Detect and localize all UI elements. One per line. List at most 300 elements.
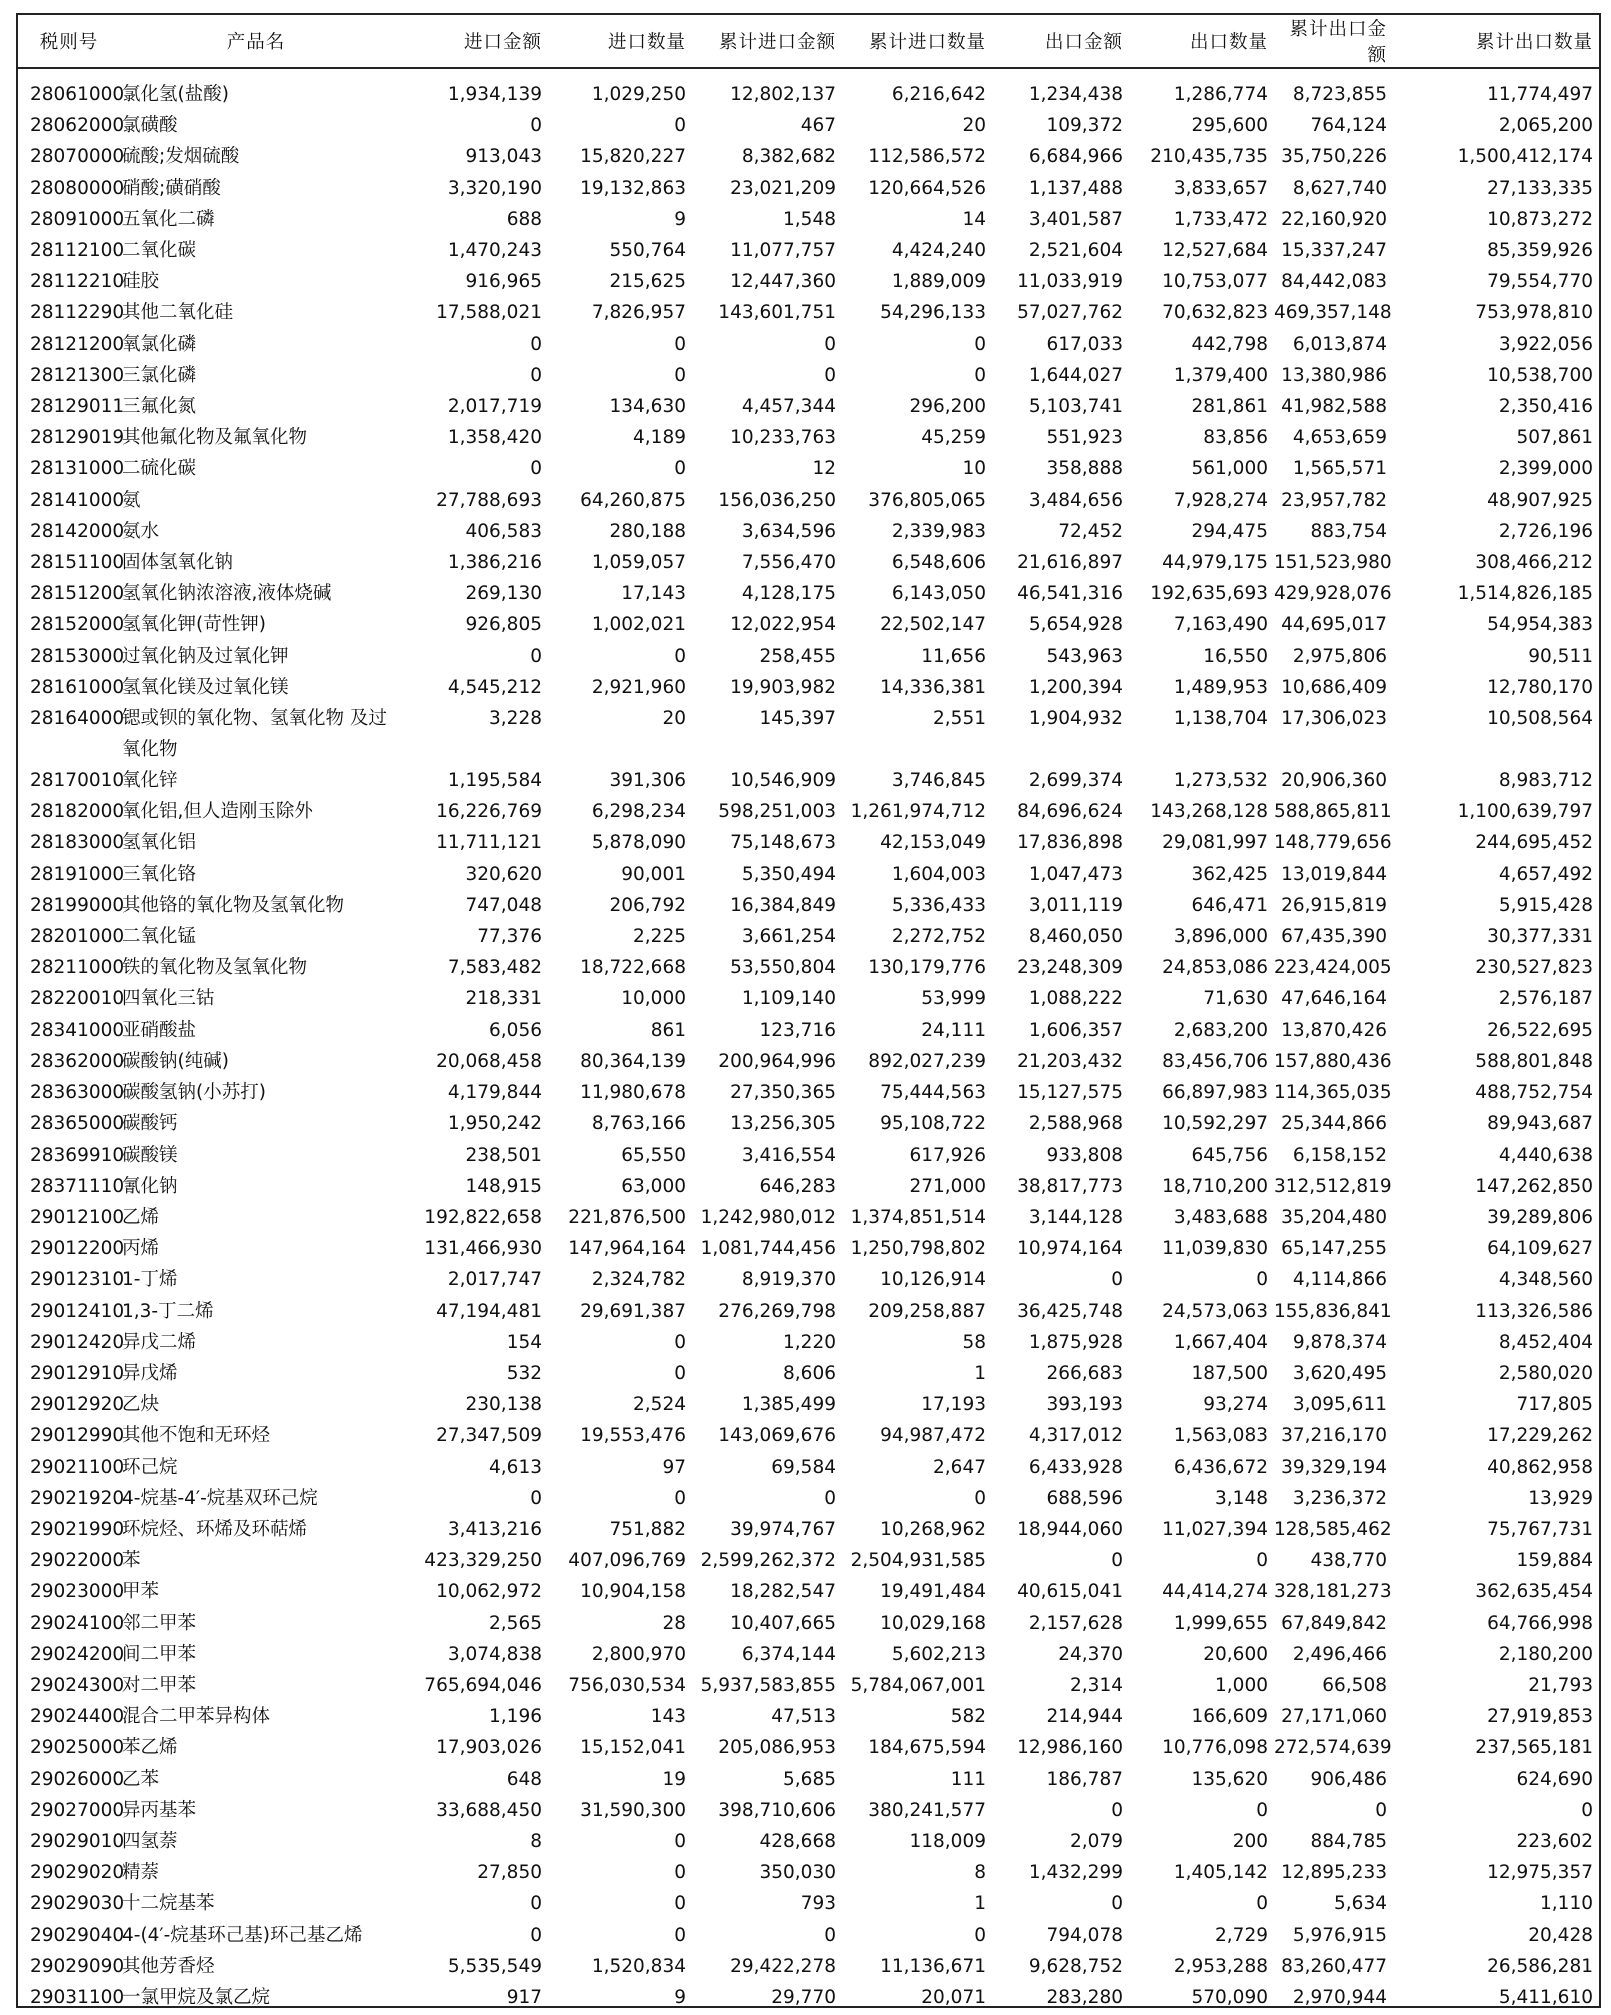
cell-cumulative-import-quantity: 209,258,887 xyxy=(868,1300,986,1322)
cell-import-value: 33,688,450 xyxy=(436,1799,542,1821)
cell-tariff-code: 28131000 xyxy=(30,458,125,480)
cell-cumulative-import-value: 1,081,744,456 xyxy=(700,1238,836,1260)
cell-product-name: 异丙基苯 xyxy=(122,1799,197,1821)
table-row xyxy=(18,1826,1599,1857)
cell-cumulative-export-value: 2,970,944 xyxy=(1292,1986,1387,2008)
cell-product-name: 混合二甲苯异构体 xyxy=(122,1706,271,1728)
cell-cumulative-import-value: 143,069,676 xyxy=(718,1425,836,1447)
table-row xyxy=(18,1233,1599,1264)
cell-export-value: 8,460,050 xyxy=(1028,926,1123,948)
cell-cumulative-export-quantity: 54,954,383 xyxy=(1487,614,1593,636)
cell-tariff-code: 29023000 xyxy=(30,1581,125,1603)
cell-import-value: 917 xyxy=(506,1986,542,2008)
cell-cumulative-import-quantity: 5,784,067,001 xyxy=(850,1674,986,1696)
cell-cumulative-import-quantity: 1,250,798,802 xyxy=(850,1238,986,1260)
cell-cumulative-import-value: 398,710,606 xyxy=(718,1799,836,1821)
cell-cumulative-export-value: 20,906,360 xyxy=(1281,770,1387,792)
cell-export-quantity: 1,286,774 xyxy=(1173,84,1268,105)
cell-export-value: 17,836,898 xyxy=(1017,832,1123,854)
cell-tariff-code: 29024400 xyxy=(30,1706,125,1728)
cell-tariff-code: 29012920 xyxy=(30,1394,125,1416)
cell-cumulative-import-quantity: 10,029,168 xyxy=(880,1612,986,1634)
cell-cumulative-import-quantity: 376,805,065 xyxy=(868,489,986,511)
cell-cumulative-export-value: 1,565,571 xyxy=(1292,458,1387,480)
cell-cumulative-export-value: 13,380,986 xyxy=(1281,364,1387,386)
cell-product-name: 碳酸氢钠(小苏打) xyxy=(122,1082,266,1104)
cell-cumulative-import-quantity: 617,926 xyxy=(909,1144,986,1166)
cell-import-value: 4,545,212 xyxy=(447,676,542,698)
cell-cumulative-import-value: 276,269,798 xyxy=(718,1300,836,1322)
cell-import-value: 11,711,121 xyxy=(436,832,542,854)
cell-product-name: 其他不饱和无环烃 xyxy=(122,1425,271,1447)
cell-cumulative-import-value: 29,422,278 xyxy=(730,1955,836,1977)
cell-cumulative-export-value: 12,895,233 xyxy=(1281,1862,1387,1884)
cell-product-name: 硅胶 xyxy=(122,271,160,293)
cell-product-name: 氨水 xyxy=(122,520,160,542)
cell-export-quantity: 3,896,000 xyxy=(1173,926,1268,948)
cell-export-quantity: 187,500 xyxy=(1191,1362,1268,1384)
cell-cumulative-export-quantity: 308,466,212 xyxy=(1475,552,1593,574)
table-row xyxy=(18,1951,1599,1982)
cell-product-name: 一氯甲烷及氯乙烷 xyxy=(122,1986,271,2008)
cell-import-value: 1,386,216 xyxy=(447,552,542,574)
cell-cumulative-import-quantity: 19,491,484 xyxy=(880,1581,986,1603)
cell-tariff-code: 28362000 xyxy=(30,1050,125,1072)
cell-cumulative-export-value: 6,158,152 xyxy=(1292,1144,1387,1166)
cell-import-quantity: 15,152,041 xyxy=(580,1737,686,1759)
table-row xyxy=(18,1576,1599,1607)
cell-cumulative-import-quantity: 5,336,433 xyxy=(891,894,986,916)
cell-product-name: 丙烯 xyxy=(122,1238,160,1260)
cell-cumulative-import-quantity: 10,126,914 xyxy=(880,1269,986,1291)
cell-export-quantity: 2,683,200 xyxy=(1173,1019,1268,1041)
cell-cumulative-import-value: 12,022,954 xyxy=(730,614,836,636)
cell-export-quantity: 2,729 xyxy=(1215,1924,1268,1946)
header-spacer xyxy=(18,68,1599,79)
cell-import-quantity: 28 xyxy=(662,1612,686,1634)
cell-cumulative-import-quantity: 2,551 xyxy=(933,708,986,730)
cell-tariff-code: 28220010 xyxy=(30,988,125,1010)
cell-import-value: 27,788,693 xyxy=(436,489,542,511)
cell-export-quantity: 93,274 xyxy=(1203,1394,1268,1416)
cell-cumulative-import-quantity: 6,548,606 xyxy=(891,552,986,574)
cell-cumulative-export-quantity: 237,565,181 xyxy=(1475,1737,1593,1759)
cell-product-name: 1,3-丁二烯 xyxy=(122,1300,214,1322)
cell-cumulative-export-quantity: 2,065,200 xyxy=(1498,115,1593,137)
table-row xyxy=(18,796,1599,827)
cell-import-value: 218,331 xyxy=(465,988,542,1010)
cell-cumulative-import-quantity: 2,504,931,585 xyxy=(850,1550,986,1572)
cell-product-name: 1-丁烯 xyxy=(122,1269,178,1291)
cell-import-quantity: 0 xyxy=(674,1487,686,1509)
table-row xyxy=(18,827,1599,858)
cell-export-value: 0 xyxy=(1111,1799,1123,1821)
cell-cumulative-import-quantity: 10 xyxy=(962,458,986,480)
cell-cumulative-export-value: 438,770 xyxy=(1310,1550,1387,1572)
cell-cumulative-export-value: 65,147,255 xyxy=(1281,1238,1387,1260)
cell-export-quantity: 3,483,688 xyxy=(1173,1206,1268,1228)
cell-cumulative-export-value: 155,836,841 xyxy=(1274,1300,1392,1322)
cell-tariff-code: 28121200 xyxy=(30,333,125,355)
cell-cumulative-export-value: 35,750,226 xyxy=(1281,146,1387,168)
cell-import-value: 3,074,838 xyxy=(447,1643,542,1665)
cell-cumulative-export-value: 37,216,170 xyxy=(1281,1425,1387,1447)
cell-tariff-code: 29027000 xyxy=(30,1799,125,1821)
cell-export-quantity: 570,090 xyxy=(1191,1986,1268,2008)
cell-import-quantity: 1,029,250 xyxy=(591,84,686,105)
cell-export-value: 57,027,762 xyxy=(1017,302,1123,324)
cell-import-value: 765,694,046 xyxy=(424,1674,542,1696)
cell-cumulative-export-value: 8,723,855 xyxy=(1292,84,1387,105)
cell-import-quantity: 1,059,057 xyxy=(591,552,686,574)
table-row xyxy=(18,1108,1599,1139)
cell-cumulative-export-quantity: 12,780,170 xyxy=(1487,676,1593,698)
cell-cumulative-export-quantity: 27,919,853 xyxy=(1487,1706,1593,1728)
cell-import-quantity: 1,002,021 xyxy=(591,614,686,636)
cell-export-value: 543,963 xyxy=(1046,645,1123,667)
cell-import-quantity: 2,921,960 xyxy=(591,676,686,698)
cell-cumulative-export-quantity: 26,586,281 xyxy=(1487,1955,1593,1977)
cell-import-quantity: 9 xyxy=(674,1986,686,2008)
table-row xyxy=(18,1140,1599,1171)
cell-cumulative-export-quantity: 89,943,687 xyxy=(1487,1113,1593,1135)
cell-import-quantity: 97 xyxy=(662,1456,686,1478)
cell-tariff-code: 29025000 xyxy=(30,1737,125,1759)
cell-cumulative-import-quantity: 296,200 xyxy=(909,396,986,418)
cell-cumulative-export-quantity: 3,922,056 xyxy=(1498,333,1593,355)
cell-import-value: 0 xyxy=(530,115,542,137)
cell-cumulative-export-quantity: 244,695,452 xyxy=(1475,832,1593,854)
table-row xyxy=(18,453,1599,484)
cell-export-quantity: 2,953,288 xyxy=(1173,1955,1268,1977)
cell-cumulative-import-value: 428,668 xyxy=(759,1830,836,1852)
cell-cumulative-export-value: 4,114,866 xyxy=(1292,1269,1387,1291)
cell-export-quantity: 24,853,086 xyxy=(1162,957,1268,979)
table-row xyxy=(18,329,1599,360)
cell-product-name: 氢氧化钠浓溶液,液体烧碱 xyxy=(122,583,332,605)
cell-import-quantity: 64,260,875 xyxy=(580,489,686,511)
cell-cumulative-import-quantity: 20,071 xyxy=(921,1986,986,2008)
cell-tariff-code: 29029040 xyxy=(30,1924,125,1946)
table-row xyxy=(18,1171,1599,1202)
cell-cumulative-export-value: 67,435,390 xyxy=(1281,926,1387,948)
cell-cumulative-import-value: 598,251,003 xyxy=(718,801,836,823)
cell-product-name: 四氢萘 xyxy=(122,1830,178,1852)
table-row xyxy=(18,485,1599,516)
cell-tariff-code: 28070000 xyxy=(30,146,125,168)
cell-cumulative-import-quantity: 111 xyxy=(950,1768,986,1790)
cell-export-quantity: 362,425 xyxy=(1191,863,1268,885)
cell-product-name: 乙苯 xyxy=(122,1768,160,1790)
cell-cumulative-import-value: 350,030 xyxy=(759,1862,836,1884)
cell-product-name: 间二甲苯 xyxy=(122,1643,197,1665)
cell-tariff-code: 29031100 xyxy=(30,1986,125,2008)
cell-export-quantity: 71,630 xyxy=(1203,988,1268,1010)
cell-cumulative-import-value: 12 xyxy=(812,458,836,480)
cell-cumulative-import-quantity: 184,675,594 xyxy=(868,1737,986,1759)
cell-cumulative-import-quantity: 1 xyxy=(974,1362,986,1384)
cell-product-name: 二氧化锰 xyxy=(122,926,197,948)
cell-product-name: 碳酸钙 xyxy=(122,1113,178,1135)
cell-cumulative-export-quantity: 753,978,810 xyxy=(1475,302,1593,324)
cell-cumulative-export-quantity: 64,109,627 xyxy=(1487,1238,1593,1260)
header-import-value: 进口金额 xyxy=(392,15,548,68)
cell-cumulative-export-value: 25,344,866 xyxy=(1281,1113,1387,1135)
table-row xyxy=(18,1452,1599,1483)
cell-tariff-code: 29024300 xyxy=(30,1674,125,1696)
cell-cumulative-export-value: 13,870,426 xyxy=(1281,1019,1387,1041)
cell-export-quantity: 11,027,394 xyxy=(1162,1518,1268,1540)
cell-export-value: 1,137,488 xyxy=(1028,177,1123,199)
cell-cumulative-import-value: 53,550,804 xyxy=(730,957,836,979)
cell-import-quantity: 19,132,863 xyxy=(580,177,686,199)
cell-cumulative-import-value: 5,685 xyxy=(783,1768,836,1790)
cell-export-value: 1,875,928 xyxy=(1028,1331,1123,1353)
cell-cumulative-import-quantity: 2,647 xyxy=(933,1456,986,1478)
cell-cumulative-export-value: 10,686,409 xyxy=(1281,676,1387,698)
cell-cumulative-import-quantity: 24,111 xyxy=(921,1019,986,1041)
cell-import-quantity: 20 xyxy=(662,708,686,730)
cell-export-value: 9,628,752 xyxy=(1028,1955,1123,1977)
cell-export-value: 283,280 xyxy=(1046,1986,1123,2008)
cell-tariff-code: 28141000 xyxy=(30,489,125,511)
cell-import-quantity: 2,324,782 xyxy=(591,1269,686,1291)
cell-export-value: 4,317,012 xyxy=(1028,1425,1123,1447)
cell-import-value: 4,179,844 xyxy=(447,1082,542,1104)
header-cumulative-import-value: 累计进口金额 xyxy=(692,15,842,68)
cell-import-quantity: 407,096,769 xyxy=(568,1550,686,1572)
cell-import-quantity: 280,188 xyxy=(609,520,686,542)
cell-import-value: 0 xyxy=(530,645,542,667)
cell-export-value: 36,425,748 xyxy=(1017,1300,1123,1322)
cell-tariff-code: 29021920 xyxy=(30,1487,125,1509)
cell-cumulative-export-quantity: 2,576,187 xyxy=(1498,988,1593,1010)
table-row xyxy=(18,859,1599,890)
cell-import-quantity: 147,964,164 xyxy=(568,1238,686,1260)
cell-cumulative-import-quantity: 45,259 xyxy=(921,427,986,449)
header-row xyxy=(18,15,1599,68)
cell-import-quantity: 5,878,090 xyxy=(591,832,686,854)
cell-product-name: 碳酸钠(纯碱) xyxy=(122,1050,229,1072)
cell-export-quantity: 83,456,706 xyxy=(1162,1050,1268,1072)
cell-cumulative-export-quantity: 717,805 xyxy=(1516,1394,1593,1416)
cell-import-value: 0 xyxy=(530,458,542,480)
cell-import-quantity: 15,820,227 xyxy=(580,146,686,168)
cell-cumulative-export-value: 5,634 xyxy=(1334,1893,1387,1915)
cell-import-quantity: 9 xyxy=(674,208,686,230)
table-row xyxy=(18,1670,1599,1701)
cell-cumulative-import-quantity: 17,193 xyxy=(921,1394,986,1416)
cell-cumulative-import-quantity: 95,108,722 xyxy=(880,1113,986,1135)
cell-cumulative-export-value: 39,329,194 xyxy=(1281,1456,1387,1478)
cell-cumulative-import-value: 8,606 xyxy=(783,1362,836,1384)
cell-cumulative-export-quantity: 2,180,200 xyxy=(1498,1643,1593,1665)
cell-cumulative-import-value: 0 xyxy=(824,1487,836,1509)
cell-cumulative-export-quantity: 4,657,492 xyxy=(1498,863,1593,885)
header-export-quantity: 出口数量 xyxy=(1129,15,1274,68)
cell-export-quantity: 10,776,098 xyxy=(1162,1737,1268,1759)
table-row xyxy=(18,578,1599,609)
cell-cumulative-export-value: 13,019,844 xyxy=(1281,863,1387,885)
cell-tariff-code: 29022000 xyxy=(30,1550,125,1572)
cell-cumulative-import-value: 646,283 xyxy=(759,1175,836,1197)
cell-export-quantity: 135,620 xyxy=(1191,1768,1268,1790)
cell-tariff-code: 28112210 xyxy=(30,271,125,293)
cell-cumulative-import-quantity: 14 xyxy=(962,208,986,230)
cell-import-quantity: 0 xyxy=(674,115,686,137)
cell-cumulative-export-value: 128,585,462 xyxy=(1274,1518,1392,1540)
cell-export-quantity: 295,600 xyxy=(1191,115,1268,137)
cell-import-value: 3,413,216 xyxy=(447,1518,542,1540)
cell-cumulative-import-value: 39,974,767 xyxy=(730,1518,836,1540)
cell-cumulative-import-quantity: 1,889,009 xyxy=(891,271,986,293)
cell-export-value: 1,644,027 xyxy=(1028,364,1123,386)
cell-cumulative-export-quantity: 21,793 xyxy=(1528,1674,1593,1696)
cell-product-name: 铁的氧化物及氢氧化物 xyxy=(122,957,308,979)
cell-cumulative-export-quantity: 507,861 xyxy=(1516,427,1593,449)
cell-export-quantity: 12,527,684 xyxy=(1162,240,1268,262)
cell-export-value: 2,157,628 xyxy=(1028,1612,1123,1634)
cell-export-quantity: 192,635,693 xyxy=(1150,583,1268,605)
cell-tariff-code: 28182000 xyxy=(30,801,125,823)
table-row xyxy=(18,266,1599,297)
cell-export-value: 21,203,432 xyxy=(1017,1050,1123,1072)
cell-export-quantity: 561,000 xyxy=(1191,458,1268,480)
cell-export-quantity: 1,667,404 xyxy=(1173,1331,1268,1353)
cell-cumulative-import-quantity: 42,153,049 xyxy=(880,832,986,854)
cell-cumulative-import-value: 3,661,254 xyxy=(741,926,836,948)
cell-cumulative-export-value: 44,695,017 xyxy=(1281,614,1387,636)
cell-export-value: 186,787 xyxy=(1046,1768,1123,1790)
cell-cumulative-export-quantity: 10,873,272 xyxy=(1487,208,1593,230)
cell-export-quantity: 442,798 xyxy=(1191,333,1268,355)
cell-cumulative-export-quantity: 40,862,958 xyxy=(1487,1456,1593,1478)
cell-cumulative-import-value: 5,937,583,855 xyxy=(700,1674,836,1696)
cell-import-value: 747,048 xyxy=(465,894,542,916)
table-row xyxy=(18,1857,1599,1888)
table-row xyxy=(18,890,1599,921)
cell-cumulative-export-quantity: 362,635,454 xyxy=(1475,1581,1593,1603)
cell-tariff-code: 28061000 xyxy=(30,84,125,105)
cell-export-value: 11,033,919 xyxy=(1017,271,1123,293)
cell-cumulative-export-value: 148,779,656 xyxy=(1274,832,1392,854)
cell-export-quantity: 10,592,297 xyxy=(1162,1113,1268,1135)
cell-import-quantity: 0 xyxy=(674,1331,686,1353)
cell-import-quantity: 221,876,500 xyxy=(568,1206,686,1228)
cell-product-name: 硫酸;发烟硫酸 xyxy=(122,146,240,168)
table-row xyxy=(18,1015,1599,1046)
cell-import-value: 17,903,026 xyxy=(436,1737,542,1759)
cell-product-name: 4-(4′-烷基环己基)环己基乙烯 xyxy=(122,1924,363,1946)
cell-cumulative-export-value: 66,508 xyxy=(1322,1674,1387,1696)
cell-tariff-code: 28142000 xyxy=(30,520,125,542)
cell-cumulative-import-quantity: 0 xyxy=(974,1924,986,1946)
cell-tariff-code: 29029010 xyxy=(30,1830,125,1852)
cell-cumulative-export-quantity: 75,767,731 xyxy=(1487,1518,1593,1540)
cell-export-value: 0 xyxy=(1111,1269,1123,1291)
table-row xyxy=(18,1420,1599,1451)
cell-product-name: 氧氯化磷 xyxy=(122,333,197,355)
cell-import-value: 3,228 xyxy=(489,708,542,730)
table-row xyxy=(18,1296,1599,1327)
cell-import-value: 4,613 xyxy=(489,1456,542,1478)
cell-cumulative-export-value: 883,754 xyxy=(1310,520,1387,542)
cell-cumulative-import-quantity: 14,336,381 xyxy=(880,676,986,698)
cell-export-value: 72,452 xyxy=(1058,520,1123,542)
cell-tariff-code: 28341000 xyxy=(30,1019,125,1041)
cell-product-name: 硝酸;磺硝酸 xyxy=(122,177,221,199)
cell-cumulative-export-value: 83,260,477 xyxy=(1281,1955,1387,1977)
table-row xyxy=(18,765,1599,796)
table-row xyxy=(18,1732,1599,1763)
cell-tariff-code: 29012990 xyxy=(30,1425,125,1447)
cell-cumulative-import-quantity: 118,009 xyxy=(909,1830,986,1852)
cell-cumulative-import-quantity: 1,261,974,712 xyxy=(850,801,986,823)
cell-import-value: 17,588,021 xyxy=(436,302,542,324)
cell-cumulative-export-quantity: 159,884 xyxy=(1516,1550,1593,1572)
cell-import-value: 16,226,769 xyxy=(436,801,542,823)
cell-product-name: 邻二甲苯 xyxy=(122,1612,197,1634)
cell-import-value: 77,376 xyxy=(477,926,542,948)
cell-cumulative-import-value: 205,086,953 xyxy=(718,1737,836,1759)
cell-export-quantity: 281,861 xyxy=(1191,396,1268,418)
table-row xyxy=(18,1795,1599,1826)
cell-cumulative-export-quantity: 223,602 xyxy=(1516,1830,1593,1852)
cell-export-value: 0 xyxy=(1111,1550,1123,1572)
cell-tariff-code: 28164000 xyxy=(30,708,125,730)
cell-cumulative-export-quantity: 588,801,848 xyxy=(1475,1050,1593,1072)
table-row xyxy=(18,547,1599,578)
cell-product-name: 环烷烃、环烯及环萜烯 xyxy=(122,1518,308,1540)
cell-import-quantity: 215,625 xyxy=(609,271,686,293)
cell-cumulative-import-quantity: 10,268,962 xyxy=(880,1518,986,1540)
cell-cumulative-import-value: 200,964,996 xyxy=(718,1050,836,1072)
cell-export-quantity: 44,979,175 xyxy=(1162,552,1268,574)
cell-import-value: 3,320,190 xyxy=(447,177,542,199)
table-row xyxy=(18,1764,1599,1795)
header-cumulative-export-value: 累计出口金额 xyxy=(1274,15,1393,68)
cell-export-value: 3,401,587 xyxy=(1028,208,1123,230)
cell-product-name: 过氧化钠及过氧化钾 xyxy=(122,645,289,667)
cell-cumulative-export-value: 15,337,247 xyxy=(1281,240,1387,262)
cell-cumulative-export-value: 27,171,060 xyxy=(1281,1706,1387,1728)
cell-cumulative-export-value: 272,574,639 xyxy=(1274,1737,1392,1759)
cell-cumulative-export-value: 906,486 xyxy=(1310,1768,1387,1790)
cell-cumulative-import-quantity: 5,602,213 xyxy=(891,1643,986,1665)
table-body xyxy=(18,79,1599,2013)
cell-import-quantity: 6,298,234 xyxy=(591,801,686,823)
cell-cumulative-import-value: 3,416,554 xyxy=(741,1144,836,1166)
cell-cumulative-export-value: 26,915,819 xyxy=(1281,894,1387,916)
cell-export-quantity: 6,436,672 xyxy=(1173,1456,1268,1478)
cell-cumulative-import-value: 27,350,365 xyxy=(730,1082,836,1104)
cell-import-value: 131,466,930 xyxy=(424,1238,542,1260)
cell-tariff-code: 28151200 xyxy=(30,583,125,605)
cell-cumulative-export-value: 151,523,980 xyxy=(1274,552,1392,574)
cell-import-quantity: 751,882 xyxy=(609,1518,686,1540)
cell-cumulative-export-value: 157,880,436 xyxy=(1274,1050,1392,1072)
table-row xyxy=(18,173,1599,204)
cell-export-quantity: 0 xyxy=(1256,1269,1268,1291)
cell-product-name: 氯化氢(盐酸) xyxy=(122,84,229,105)
cell-cumulative-export-quantity: 2,350,416 xyxy=(1498,396,1593,418)
cell-product-name: 苯 xyxy=(122,1550,141,1572)
cell-cumulative-import-value: 10,233,763 xyxy=(730,427,836,449)
cell-import-quantity: 2,225 xyxy=(633,926,686,948)
cell-cumulative-import-quantity: 1,604,003 xyxy=(891,863,986,885)
cell-import-value: 926,805 xyxy=(465,614,542,636)
cell-tariff-code: 28129011 xyxy=(30,396,125,418)
